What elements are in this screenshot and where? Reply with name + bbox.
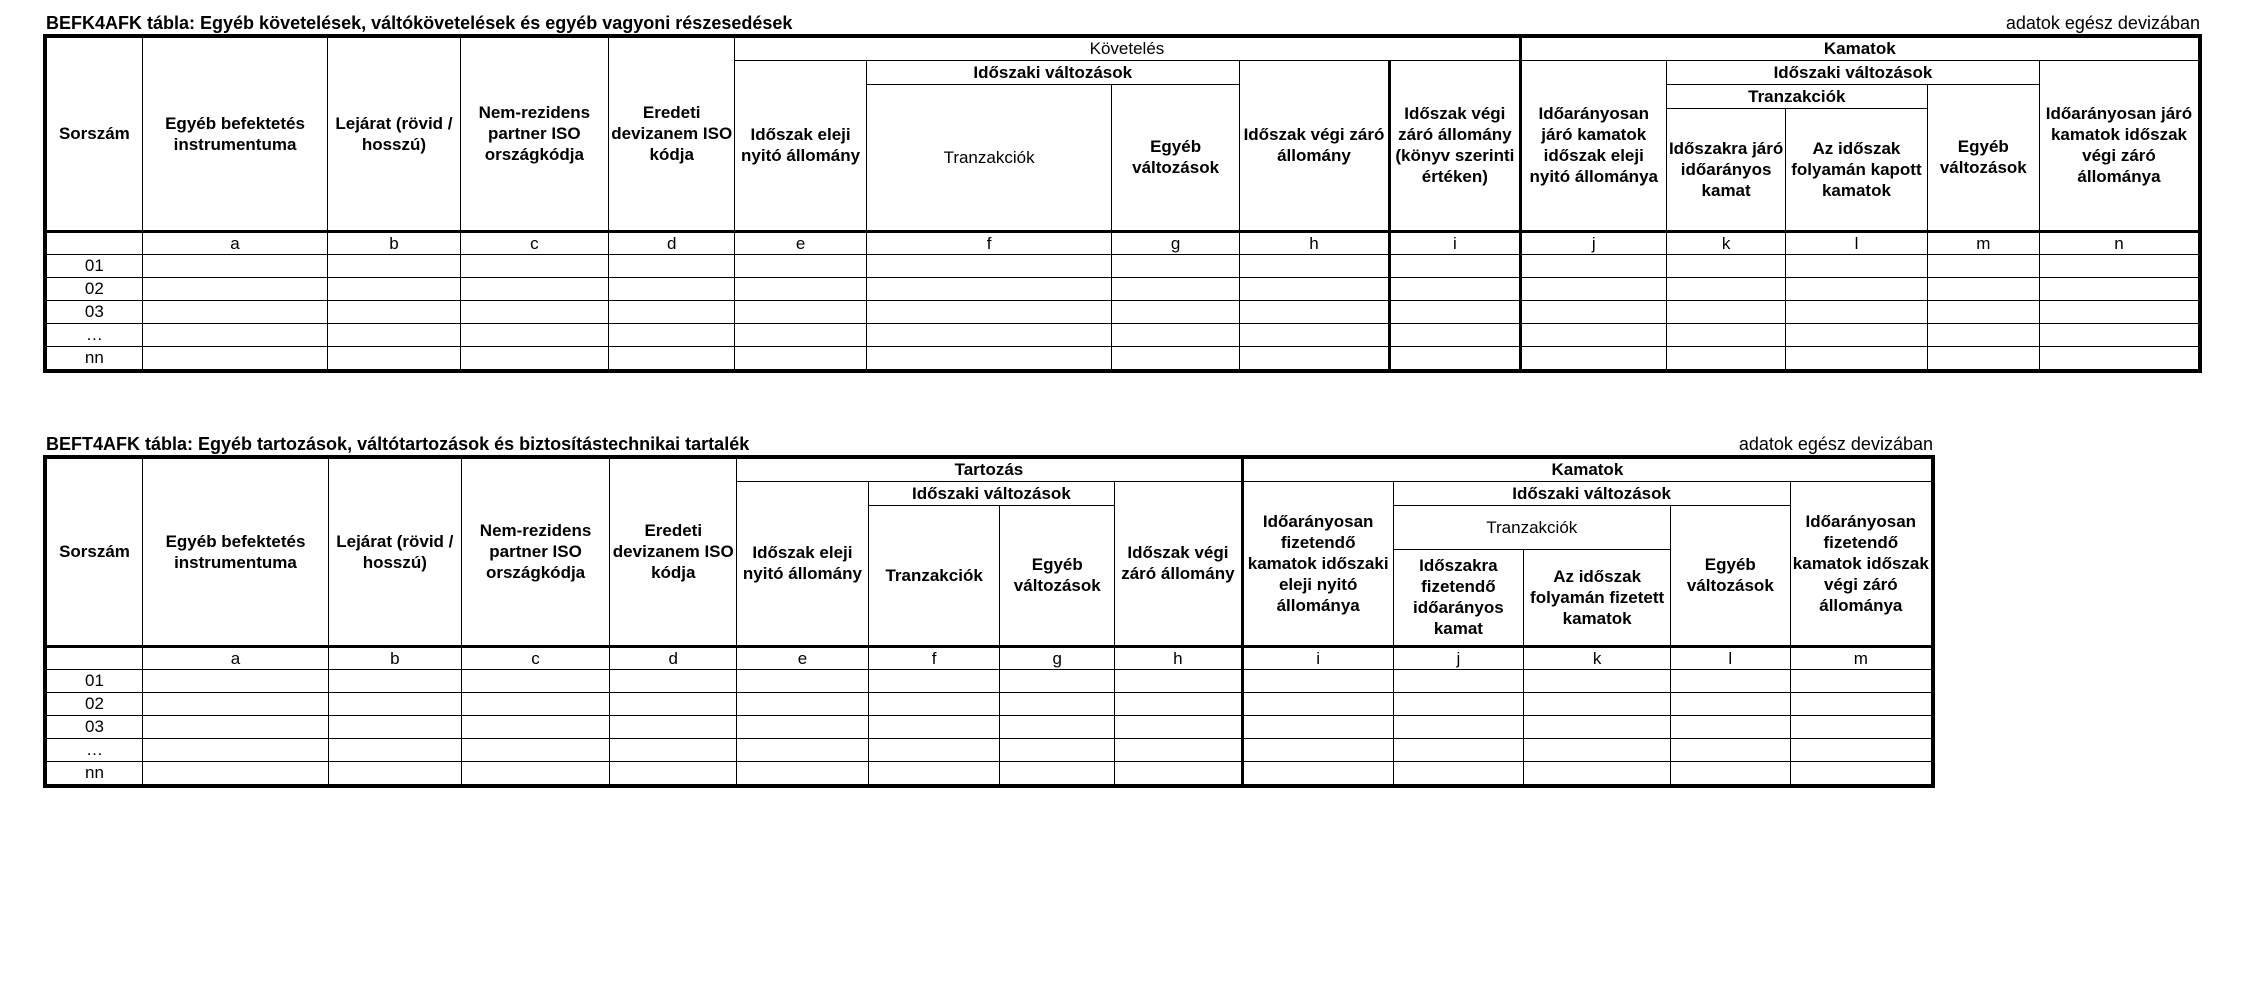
- data-cell[interactable]: [1115, 761, 1243, 786]
- t1-letter-f: f: [866, 231, 1112, 254]
- data-cell[interactable]: [2039, 323, 2200, 346]
- t1-letter-k: k: [1666, 231, 1785, 254]
- data-cell[interactable]: [868, 761, 1000, 786]
- data-cell[interactable]: [868, 715, 1000, 738]
- t1-letter-m: m: [1927, 231, 2039, 254]
- data-cell[interactable]: [1927, 254, 2039, 277]
- data-cell[interactable]: [143, 761, 329, 786]
- data-cell[interactable]: [328, 277, 460, 300]
- data-cell[interactable]: [143, 738, 329, 761]
- t1-letter-empty: [45, 231, 142, 254]
- data-cell[interactable]: [1671, 669, 1791, 692]
- data-cell[interactable]: [2039, 300, 2200, 323]
- data-cell[interactable]: [328, 300, 460, 323]
- table-row: [45, 669, 1933, 692]
- data-cell[interactable]: [1393, 692, 1524, 715]
- data-cell[interactable]: [2039, 346, 2200, 371]
- data-cell[interactable]: [1671, 761, 1791, 786]
- data-cell[interactable]: [609, 300, 735, 323]
- data-cell[interactable]: [610, 669, 737, 692]
- t2-letter-h: h: [1115, 646, 1243, 669]
- data-cell[interactable]: [1666, 323, 1785, 346]
- data-cell[interactable]: [142, 346, 328, 371]
- data-cell[interactable]: [1790, 692, 1933, 715]
- data-cell[interactable]: [1520, 254, 1666, 277]
- data-cell[interactable]: [460, 300, 608, 323]
- row-number: 02: [45, 692, 143, 715]
- t2-h-kamat-fizetett: Az időszak folyamán fizetett kamatok: [1524, 549, 1671, 646]
- table-row: [45, 761, 1933, 786]
- data-cell[interactable]: [1790, 738, 1933, 761]
- table2-title-text: tábla: Egyéb tartozások, váltótartozások és biztosítástechnikai tartalék: [145, 434, 750, 454]
- data-cell[interactable]: [610, 692, 737, 715]
- data-cell[interactable]: [143, 692, 329, 715]
- row-number: …: [45, 323, 142, 346]
- table1-title-text: tábla: Egyéb követelések, váltókövetelések és egyéb vagyoni részesedések: [147, 13, 793, 33]
- t1-letter-c: c: [460, 231, 608, 254]
- t2-letter-a: a: [143, 646, 329, 669]
- table1-block: [43, 12, 2202, 373]
- data-cell[interactable]: [1000, 669, 1115, 692]
- data-cell[interactable]: [1390, 254, 1520, 277]
- data-cell[interactable]: [735, 346, 866, 371]
- t2-letter-k: k: [1524, 646, 1671, 669]
- data-cell[interactable]: [328, 761, 461, 786]
- t2-h-group-main: Tartozás: [737, 457, 1243, 481]
- data-cell[interactable]: [1790, 761, 1933, 786]
- data-cell[interactable]: [1671, 715, 1791, 738]
- table2: [43, 455, 1935, 788]
- data-cell[interactable]: [1520, 300, 1666, 323]
- data-cell[interactable]: [1112, 323, 1239, 346]
- data-cell[interactable]: [460, 254, 608, 277]
- table1-title: [46, 12, 792, 34]
- data-cell[interactable]: [866, 277, 1112, 300]
- t1-h-kamat-idoszakra: Időszakra járó időarányos kamat: [1666, 108, 1785, 231]
- row-number: 01: [45, 669, 143, 692]
- data-cell[interactable]: [737, 738, 869, 761]
- table-row: [45, 254, 2200, 277]
- data-cell[interactable]: [1524, 692, 1671, 715]
- data-cell[interactable]: [1000, 715, 1115, 738]
- data-cell[interactable]: [1927, 277, 2039, 300]
- t1-h-kamat-nyito: Időarányosan járó kamatok időszak eleji nyitó állománya: [1520, 60, 1666, 231]
- data-cell[interactable]: [460, 323, 608, 346]
- data-cell[interactable]: [328, 738, 461, 761]
- t1-h-kamat-idoszaki: Időszaki változások: [1666, 60, 2039, 84]
- data-cell[interactable]: [1927, 323, 2039, 346]
- data-cell[interactable]: [735, 323, 866, 346]
- t2-h-egyeb: Egyéb változások: [1000, 505, 1115, 646]
- data-cell[interactable]: [1393, 738, 1524, 761]
- data-cell[interactable]: [1666, 300, 1785, 323]
- data-cell[interactable]: [1239, 277, 1389, 300]
- row-number: 03: [45, 300, 142, 323]
- t1-letter-i: i: [1390, 231, 1520, 254]
- data-cell[interactable]: [1112, 254, 1239, 277]
- data-cell[interactable]: [328, 715, 461, 738]
- data-cell[interactable]: [460, 277, 608, 300]
- data-cell[interactable]: [1520, 323, 1666, 346]
- data-cell[interactable]: [735, 277, 866, 300]
- data-cell[interactable]: [609, 323, 735, 346]
- row-number: 01: [45, 254, 142, 277]
- data-cell[interactable]: [1786, 277, 1927, 300]
- data-cell[interactable]: [1239, 300, 1389, 323]
- t2-h-kamat-tranz: Tranzakciók: [1393, 505, 1670, 549]
- data-cell[interactable]: [1242, 761, 1393, 786]
- t1-h-egyeb: Egyéb változások: [1112, 84, 1239, 231]
- data-cell[interactable]: [143, 715, 329, 738]
- t1-h-kamat-tranz: Tranzakciók: [1666, 84, 1927, 108]
- t2-letter-l: l: [1671, 646, 1791, 669]
- data-cell[interactable]: [866, 300, 1112, 323]
- data-cell[interactable]: [610, 715, 737, 738]
- data-cell[interactable]: [461, 761, 610, 786]
- data-cell[interactable]: [143, 669, 329, 692]
- t1-letter-g: g: [1112, 231, 1239, 254]
- row-number: 02: [45, 277, 142, 300]
- data-cell[interactable]: [609, 277, 735, 300]
- data-cell[interactable]: [1242, 738, 1393, 761]
- data-cell[interactable]: [1927, 346, 2039, 371]
- t1-h-lejarat: Lejárat (rövid / hosszú): [328, 36, 460, 231]
- data-cell[interactable]: [735, 254, 866, 277]
- t2-letter-d: d: [610, 646, 737, 669]
- data-cell[interactable]: [2039, 277, 2200, 300]
- data-cell[interactable]: [868, 738, 1000, 761]
- data-cell[interactable]: [2039, 254, 2200, 277]
- table1: [43, 34, 2202, 373]
- data-cell[interactable]: [1393, 761, 1524, 786]
- data-cell[interactable]: [328, 346, 460, 371]
- data-cell[interactable]: [142, 277, 328, 300]
- data-cell[interactable]: [1524, 669, 1671, 692]
- data-cell[interactable]: [610, 761, 737, 786]
- data-cell[interactable]: [328, 323, 460, 346]
- data-cell[interactable]: [866, 323, 1112, 346]
- data-cell[interactable]: [1786, 346, 1927, 371]
- t2-h-nyito: Időszak eleji nyitó állomány: [737, 481, 869, 646]
- data-cell[interactable]: [1390, 323, 1520, 346]
- t1-h-group-main: Követelés: [735, 36, 1520, 60]
- data-cell[interactable]: [1666, 346, 1785, 371]
- t2-letter-j: j: [1393, 646, 1524, 669]
- t2-h-kamat-egyeb: Egyéb változások: [1671, 505, 1791, 646]
- data-cell[interactable]: [1000, 738, 1115, 761]
- data-cell[interactable]: [328, 254, 460, 277]
- row-number: …: [45, 738, 143, 761]
- table1-unit: adatok egész devizában: [2005, 13, 2200, 33]
- t2-letter-i: i: [1242, 646, 1393, 669]
- table2-unit: adatok egész devizában: [1738, 434, 1933, 454]
- data-cell[interactable]: [142, 323, 328, 346]
- t2-letter-f: f: [868, 646, 1000, 669]
- data-cell[interactable]: [866, 346, 1112, 371]
- table1-caption: [43, 12, 2202, 34]
- table1-code: BEFK4AFK: [46, 13, 143, 33]
- t2-letters-row: [45, 646, 1933, 669]
- data-cell[interactable]: [1000, 761, 1115, 786]
- data-cell[interactable]: [461, 715, 610, 738]
- t1-letter-n: n: [2039, 231, 2200, 254]
- t1-letter-e: e: [735, 231, 866, 254]
- t1-letter-h: h: [1239, 231, 1389, 254]
- table2-code: BEFT4AFK: [46, 434, 140, 454]
- t1-letter-a: a: [142, 231, 328, 254]
- data-cell[interactable]: [1524, 738, 1671, 761]
- t1-h-kamat-zaro: Időarányosan járó kamatok időszak végi záró állománya: [2039, 60, 2200, 231]
- data-cell[interactable]: [1239, 346, 1389, 371]
- t1-h-group-kamat: Kamatok: [1520, 36, 2200, 60]
- data-cell[interactable]: [142, 254, 328, 277]
- t2-letter-c: c: [461, 646, 610, 669]
- t1-letter-l: l: [1786, 231, 1927, 254]
- data-cell[interactable]: [866, 254, 1112, 277]
- data-cell[interactable]: [1786, 254, 1927, 277]
- t2-h-group-kamat: Kamatok: [1242, 457, 1933, 481]
- data-cell[interactable]: [1115, 692, 1243, 715]
- data-cell[interactable]: [461, 669, 610, 692]
- t1-letter-b: b: [328, 231, 460, 254]
- t2-h-tranzakciok: Tranzakciók: [868, 505, 1000, 646]
- data-cell[interactable]: [1112, 277, 1239, 300]
- t1-letter-j: j: [1520, 231, 1666, 254]
- table-row: [45, 346, 2200, 371]
- row-number: nn: [45, 761, 143, 786]
- data-cell[interactable]: [1115, 669, 1243, 692]
- data-cell[interactable]: [1520, 346, 1666, 371]
- data-cell[interactable]: [1390, 346, 1520, 371]
- data-cell[interactable]: [328, 669, 461, 692]
- data-cell[interactable]: [1115, 715, 1243, 738]
- row-number: 03: [45, 715, 143, 738]
- t1-h-kamat-kapott: Az időszak folyamán kapott kamatok: [1786, 108, 1927, 231]
- data-cell[interactable]: [1390, 277, 1520, 300]
- data-cell[interactable]: [1242, 669, 1393, 692]
- t2-body: [45, 669, 1933, 786]
- table-row: [45, 692, 1933, 715]
- t2-letter-m: m: [1790, 646, 1933, 669]
- data-cell[interactable]: [1666, 277, 1785, 300]
- t1-h-zaro-konyv: Időszak végi záró állomány (könyv szerinti értéken): [1390, 60, 1520, 231]
- t2-h-idoszaki: Időszaki változások: [868, 481, 1114, 505]
- data-cell[interactable]: [610, 738, 737, 761]
- data-cell[interactable]: [1666, 254, 1785, 277]
- t1-h-tranzakciok: Tranzakciók: [866, 84, 1112, 231]
- t1-h-instrumentum: Egyéb befektetés instrumentuma: [142, 36, 328, 231]
- table-row: [45, 738, 1933, 761]
- t2-h-kamat-zaro: Időarányosan fizetendő kamatok időszak végi záró állománya: [1790, 481, 1933, 646]
- t1-letter-d: d: [609, 231, 735, 254]
- data-cell[interactable]: [1524, 715, 1671, 738]
- data-cell[interactable]: [461, 692, 610, 715]
- table-row: [45, 323, 2200, 346]
- data-cell[interactable]: [737, 669, 869, 692]
- t1-h-sorszam: Sorszám: [45, 36, 142, 231]
- row-number: nn: [45, 346, 142, 371]
- data-cell[interactable]: [1524, 761, 1671, 786]
- data-cell[interactable]: [1000, 692, 1115, 715]
- data-cell[interactable]: [1242, 715, 1393, 738]
- table-row: [45, 277, 2200, 300]
- data-cell[interactable]: [328, 692, 461, 715]
- t2-h-kamat-nyito: Időarányosan fizetendő kamatok időszaki eleji nyitó állománya: [1242, 481, 1393, 646]
- data-cell[interactable]: [1786, 323, 1927, 346]
- t2-h-deviza: Eredeti devizanem ISO kódja: [610, 457, 737, 646]
- t1-h-partner: Nem-rezidens partner ISO országkódja: [460, 36, 608, 231]
- data-cell[interactable]: [1671, 738, 1791, 761]
- t2-h-zaro: Időszak végi záró állomány: [1115, 481, 1243, 646]
- t1-h-idoszaki: Időszaki változások: [866, 60, 1239, 84]
- t2-h-sorszam: Sorszám: [45, 457, 143, 646]
- table2-title: [46, 433, 749, 455]
- data-cell[interactable]: [1520, 277, 1666, 300]
- data-cell[interactable]: [1927, 300, 2039, 323]
- t1-h-nyito: Időszak eleji nyitó állomány: [735, 60, 866, 231]
- t2-letter-g: g: [1000, 646, 1115, 669]
- table-row: [45, 715, 1933, 738]
- t2-h-partner: Nem-rezidens partner ISO országkódja: [461, 457, 610, 646]
- t2-h-instrumentum: Egyéb befektetés instrumentuma: [143, 457, 329, 646]
- t1-h-zaro: Időszak végi záró állomány: [1239, 60, 1389, 231]
- data-cell[interactable]: [1393, 715, 1524, 738]
- data-cell[interactable]: [1115, 738, 1243, 761]
- table-row: [45, 300, 2200, 323]
- data-cell[interactable]: [1112, 346, 1239, 371]
- t1-letters-row: [45, 231, 2200, 254]
- data-cell[interactable]: [868, 669, 1000, 692]
- data-cell[interactable]: [735, 300, 866, 323]
- data-cell[interactable]: [1112, 300, 1239, 323]
- data-cell[interactable]: [461, 738, 610, 761]
- data-cell[interactable]: [1671, 692, 1791, 715]
- t2-letter-empty: [45, 646, 143, 669]
- data-cell[interactable]: [1239, 323, 1389, 346]
- data-cell[interactable]: [1790, 715, 1933, 738]
- data-cell[interactable]: [737, 761, 869, 786]
- t2-h-kamat-idoszakra: Időszakra fizetendő időarányos kamat: [1393, 549, 1524, 646]
- t2-letter-b: b: [328, 646, 461, 669]
- data-cell[interactable]: [1393, 669, 1524, 692]
- t2-letter-e: e: [737, 646, 869, 669]
- table2-block: [43, 433, 1935, 788]
- data-cell[interactable]: [1790, 669, 1933, 692]
- t2-h-lejarat: Lejárat (rövid / hosszú): [328, 457, 461, 646]
- table2-caption: [43, 433, 1935, 455]
- data-cell[interactable]: [1786, 300, 1927, 323]
- t1-h-kamat-egyeb: Egyéb változások: [1927, 84, 2039, 231]
- t1-body: [45, 254, 2200, 371]
- data-cell[interactable]: [142, 300, 328, 323]
- data-cell[interactable]: [868, 692, 1000, 715]
- data-cell[interactable]: [609, 254, 735, 277]
- data-cell[interactable]: [1239, 254, 1389, 277]
- data-cell[interactable]: [1242, 692, 1393, 715]
- data-cell[interactable]: [737, 715, 869, 738]
- data-cell[interactable]: [460, 346, 608, 371]
- data-cell[interactable]: [737, 692, 869, 715]
- t1-h-deviza: Eredeti devizanem ISO kódja: [609, 36, 735, 231]
- t2-h-kamat-idoszaki: Időszaki változások: [1393, 481, 1790, 505]
- data-cell[interactable]: [1390, 300, 1520, 323]
- data-cell[interactable]: [609, 346, 735, 371]
